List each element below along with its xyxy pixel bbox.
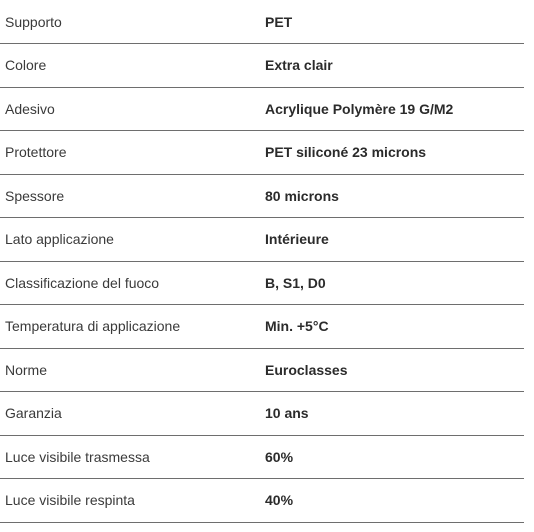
table-row: [0, 174, 524, 218]
table-row: [0, 392, 524, 436]
table-row: [0, 0, 524, 44]
table-row: [0, 87, 524, 131]
spec-value: 80 microns: [265, 187, 339, 204]
table-row: [0, 305, 524, 349]
spec-label: Norme: [5, 361, 48, 378]
spec-value: 10 ans: [265, 405, 309, 422]
spec-label: Temperatura di applicazione: [5, 318, 181, 335]
spec-label: Garanzia: [5, 405, 62, 422]
spec-label: Lato applicazione: [5, 231, 114, 248]
spec-label: Spessore: [5, 187, 65, 204]
spec-value: Acrylique Polymère 19 G/M2: [265, 100, 454, 117]
spec-value: B, S1, D0: [265, 274, 326, 291]
spec-label: Protettore: [5, 144, 67, 161]
spec-label: Luce visibile respinta: [5, 492, 135, 509]
table-row: [0, 435, 524, 479]
spec-value: Extra clair: [265, 57, 333, 74]
spec-label: Luce visibile trasmessa: [5, 448, 150, 465]
spec-value: Min. +5°C: [265, 318, 329, 335]
table-row: [0, 261, 524, 305]
table-row: [0, 218, 524, 262]
spec-value: PET: [265, 13, 293, 30]
spec-value: PET siliconé 23 microns: [265, 144, 427, 161]
spec-label: Adesivo: [5, 100, 55, 117]
spec-label: Colore: [5, 57, 47, 74]
table-row: [0, 44, 524, 88]
table-row: [0, 131, 524, 175]
spec-label: Classificazione del fuoco: [5, 274, 160, 291]
table-row: [0, 479, 524, 523]
table-row: [0, 348, 524, 392]
spec-value: 60%: [265, 448, 294, 465]
spec-label: Supporto: [5, 13, 62, 30]
spec-value: Intérieure: [265, 231, 329, 248]
spec-value: Euroclasses: [265, 361, 348, 378]
spec-value: 40%: [265, 492, 294, 509]
